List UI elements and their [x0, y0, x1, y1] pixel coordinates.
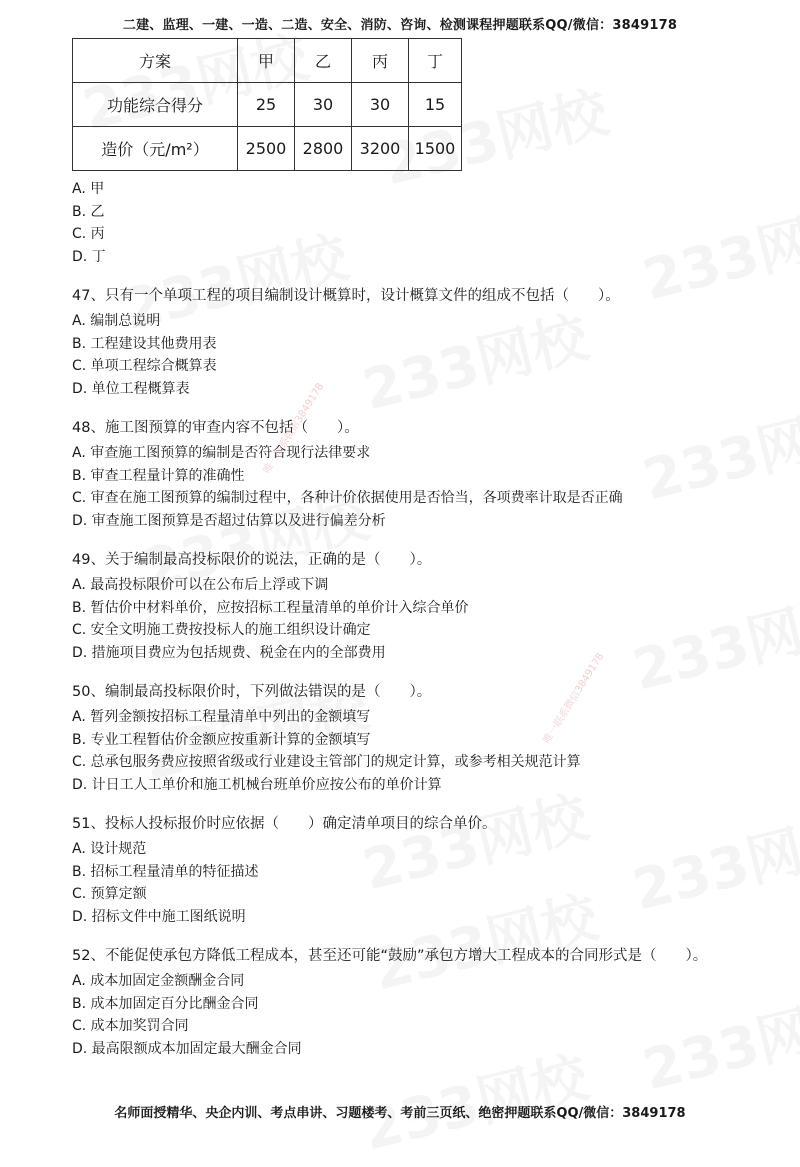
option-b: B. 暂估价中材料单价，应按招标工程量清单的单价计入综合单价	[72, 599, 469, 616]
question-list	[72, 178, 762, 1060]
option-d: D. 招标文件中施工图纸说明	[72, 908, 246, 925]
option-b: B. 审查工程量计算的准确性	[72, 467, 245, 484]
contact-stamp: 唯一联系微信3849178	[261, 381, 327, 476]
question-stem: 47、只有一个单项工程的项目编制设计概算时，设计概算文件的组成不包括（ ）。	[72, 288, 620, 304]
option-b: B. 专业工程暂估价金额应按重新计算的金额填写	[72, 731, 371, 748]
option-b: B. 成本加固定百分比酬金合同	[72, 995, 259, 1012]
option-a: A. 甲	[72, 181, 105, 197]
option-d: D. 措施项目费应为包括规费、税金在内的全部费用	[72, 644, 386, 661]
question-stem: 52、不能促使承包方降低工程成本，甚至还可能“鼓励”承包方增大工程成本的合同形式是（ ）。	[72, 948, 708, 964]
scheme-table	[72, 38, 462, 171]
option-c: C. 丙	[72, 226, 105, 242]
table-cell: 15	[409, 83, 462, 127]
table-cell: 甲	[238, 39, 295, 83]
table-row	[73, 83, 462, 127]
option-a: A. 最高投标限价可以在公布后上浮或下调	[72, 577, 329, 593]
table-cell: 30	[295, 83, 352, 127]
table-cell: 2500	[238, 127, 295, 171]
option-b: B. 乙	[72, 203, 105, 220]
question-stem: 48、施工图预算的审查内容不包括（ ）。	[72, 420, 359, 436]
table-cell: 丁	[409, 39, 462, 83]
table-cell: 30	[352, 83, 409, 127]
table-cell: 25	[238, 83, 295, 127]
question-51	[72, 812, 762, 928]
option-c: C. 单项工程综合概算表	[72, 358, 217, 374]
question-47	[72, 284, 762, 400]
option-d: D. 单位工程概算表	[72, 380, 190, 397]
option-a: A. 成本加固定金额酬金合同	[72, 973, 245, 989]
table-row	[73, 39, 462, 83]
option-c: C. 安全文明施工费按投标人的施工组织设计确定	[72, 622, 371, 638]
option-d: D. 最高限额成本加固定最大酬金合同	[72, 1040, 302, 1057]
page-header: 二建、监理、一建、一造、二造、安全、消防、咨询、检测课程押题联系QQ/微信：3849178	[122, 18, 678, 33]
question-52	[72, 944, 762, 1060]
option-c: C. 成本加奖罚合同	[72, 1018, 189, 1034]
option-d: D. 丁	[72, 248, 106, 265]
table-cell: 2800	[295, 127, 352, 171]
option-a: A. 设计规范	[72, 841, 147, 857]
option-c: C. 预算定额	[72, 886, 147, 902]
table-cell: 功能综合得分	[73, 83, 238, 127]
table-cell: 乙	[295, 39, 352, 83]
question-49	[72, 548, 762, 664]
option-a: A. 暂列金额按招标工程量清单中列出的金额填写	[72, 709, 371, 725]
table-cell: 3200	[352, 127, 409, 171]
table-cell: 丙	[352, 39, 409, 83]
table-cell: 方案	[73, 39, 238, 83]
question-stem: 49、关于编制最高投标限价的说法，正确的是（ ）。	[72, 552, 432, 568]
option-a: A. 审查施工图预算的编制是否符合现行法律要求	[72, 445, 371, 461]
option-a: A. 编制总说明	[72, 313, 161, 329]
option-c: C. 总承包服务费应按照省级或行业建设主管部门的规定计算，或参考相关规范计算	[72, 754, 581, 770]
option-b: B. 工程建设其他费用表	[72, 335, 217, 352]
question-50	[72, 680, 762, 796]
table-cell: 1500	[409, 127, 462, 171]
table-cell: 造价（元/m²）	[73, 127, 238, 171]
table-row	[73, 127, 462, 171]
question-stem: 50、编制最高投标限价时，下列做法错误的是（ ）。	[72, 684, 432, 700]
option-c: C. 审查在施工图预算的编制过程中，各种计价依据使用是否恰当，各项费率计取是否正确	[72, 490, 623, 506]
contact-stamp: 唯一联系微信3849178	[541, 651, 607, 746]
option-d: D. 审查施工图预算是否超过估算以及进行偏差分析	[72, 512, 386, 529]
question-46-options	[72, 178, 762, 268]
page-footer: 名师面授精华、央企内训、考点串讲、习题楼考、考前三页纸、绝密押题联系QQ/微信：3849178	[114, 1106, 686, 1121]
option-d: D. 计日工人工单价和施工机械台班单价应按公布的单价计算	[72, 776, 442, 793]
question-48	[72, 416, 762, 532]
option-b: B. 招标工程量清单的特征描述	[72, 863, 259, 880]
question-stem: 51、投标人投标报价时应依据（ ）确定清单项目的综合单价。	[72, 816, 497, 832]
